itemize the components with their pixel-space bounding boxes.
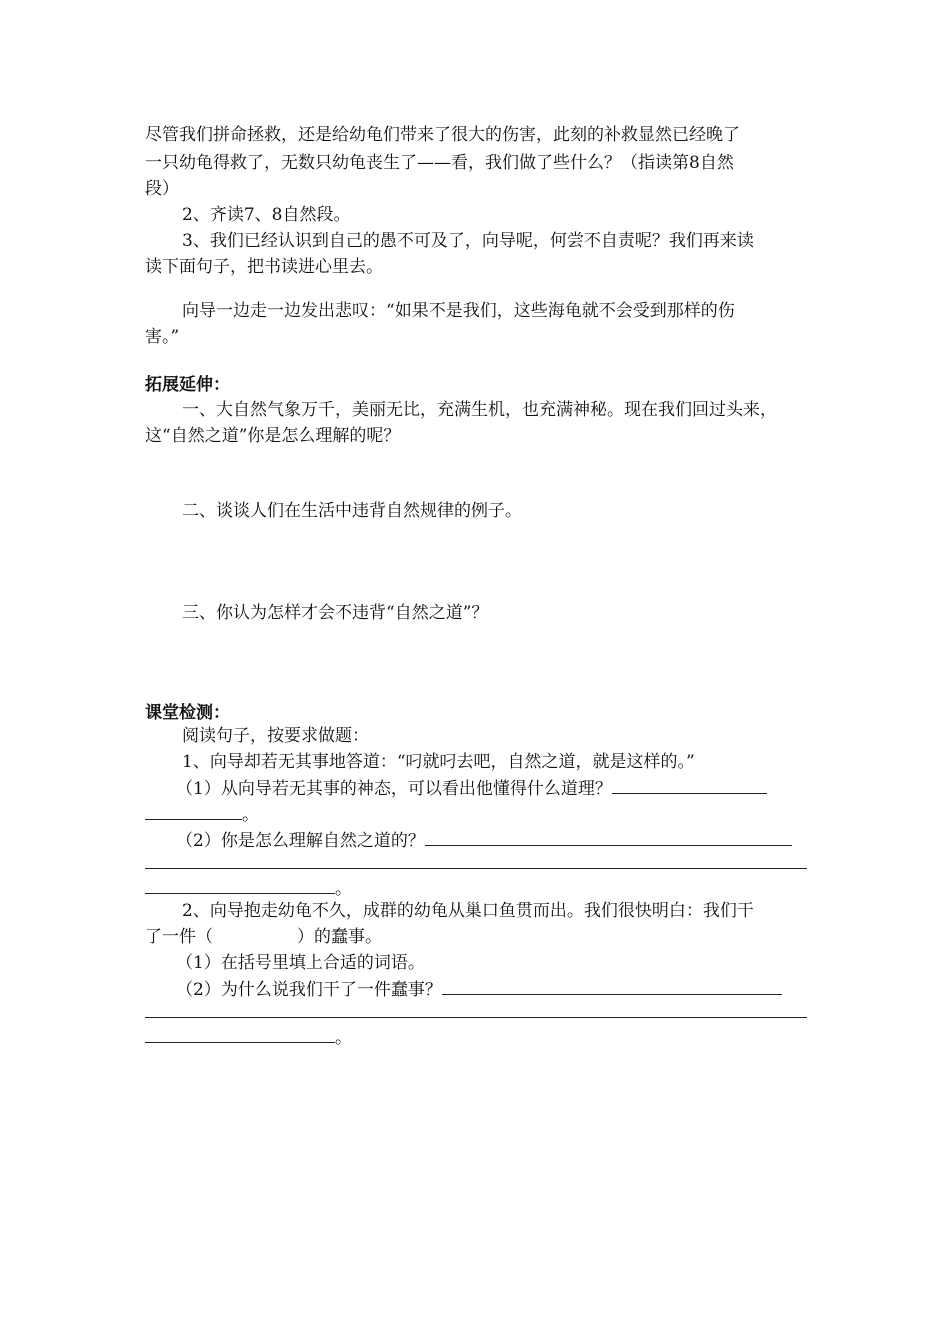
paragraph-line: 读下面句子，把书读进心里去。 (145, 257, 383, 277)
answer-blank[interactable] (425, 827, 792, 846)
quote-line: 害。” (145, 327, 180, 347)
question-line: 三、你认为怎样才会不违背“自然之道”？ (182, 603, 489, 623)
answer-blank[interactable] (145, 875, 335, 894)
sentence-text: ）的蠢事。 (297, 927, 382, 947)
answer-rule[interactable] (145, 868, 807, 869)
sentence-text: 了一件（ (145, 927, 213, 947)
period: 。 (335, 1028, 352, 1048)
section-heading-extension: 拓展延伸： (145, 375, 230, 395)
question-line (176, 827, 841, 854)
answer-line (145, 801, 810, 828)
section-heading-check: 课堂检测： (145, 703, 230, 723)
question-line: （1）在括号里填上合适的词语。 (176, 953, 425, 973)
question-text: （2）你是怎么理解自然之道的？ (176, 831, 425, 851)
answer-line (145, 1024, 810, 1051)
instruction-line: 阅读句子，按要求做题： (182, 726, 369, 746)
period: 。 (242, 805, 259, 825)
paragraph-line: 3、我们已经认识到自己的愚不可及了，向导呢，何尝不自责呢？我们再来读 (182, 231, 754, 251)
paragraph-line: 段） (145, 179, 179, 199)
sentence-line: 2、向导抱走幼龟不久，成群的幼龟从巢口鱼贯而出。我们很快明白：我们干 (182, 901, 754, 921)
quote-line: 向导一边走一边发出悲叹：“如果不是我们，这些海龟就不会受到那样的伤 (182, 301, 735, 321)
sentence-line: 1、向导却若无其事地答道：“叼就叼去吧，自然之道，就是这样的。” (182, 752, 695, 772)
question-text: （1）从向导若无其事的神态，可以看出他懂得什么道理？ (176, 779, 612, 799)
question-line: 一、大自然气象万千，美丽无比，充满生机，也充满神秘。现在我们回过头来， (182, 400, 777, 420)
answer-blank[interactable] (612, 775, 767, 794)
period: 。 (335, 879, 352, 899)
question-line: 这“自然之道”你是怎么理解的呢？ (145, 426, 401, 446)
sentence-line (145, 924, 810, 950)
paragraph-line: 尽管我们拼命拯救，还是给幼龟们带来了很大的伤害，此刻的补救显然已经晚了 (145, 125, 740, 145)
question-line (176, 775, 841, 802)
answer-rule[interactable] (145, 1017, 807, 1018)
answer-blank[interactable] (145, 801, 242, 820)
paragraph-line: 2、齐读7、8自然段。 (182, 205, 351, 225)
question-line: 二、谈谈人们在生活中违背自然规律的例子。 (182, 501, 522, 521)
question-text: （2）为什么说我们干了一件蠢事？ (176, 980, 442, 1000)
question-line (176, 976, 841, 1003)
answer-blank[interactable] (442, 976, 782, 995)
paragraph-line: 一只幼龟得救了，无数只幼龟丧生了——看，我们做了些什么？（指读第8自然 (145, 153, 734, 173)
answer-blank[interactable] (145, 1024, 335, 1043)
